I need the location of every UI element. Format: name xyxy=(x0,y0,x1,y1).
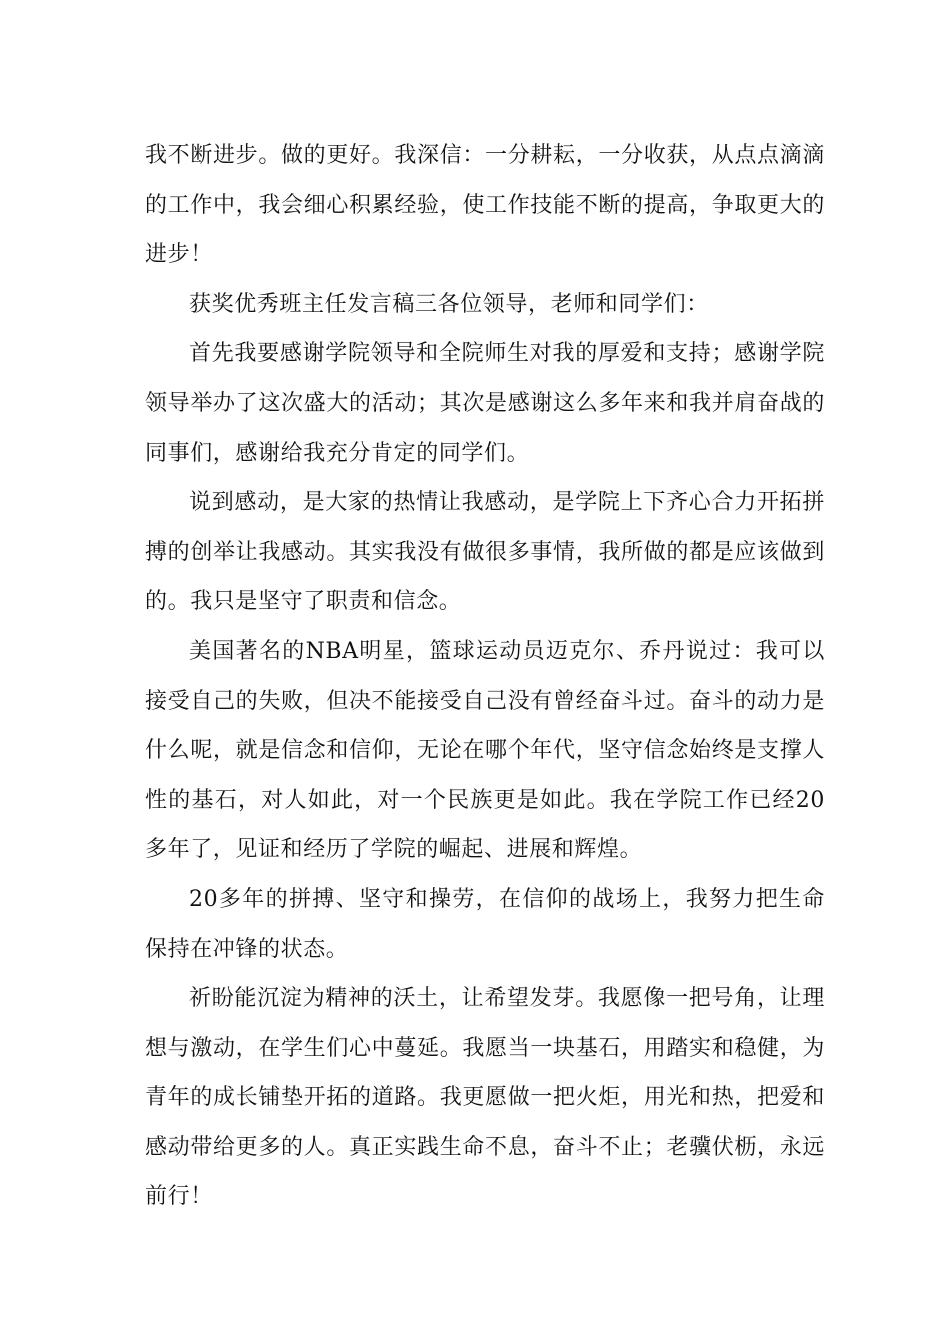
paragraph-1: 我不断进步。做的更好。我深信：一分耕耘，一分收获，从点点滴滴的工作中，我会细心积累经验，使工作技能不断的提高，争取更大的进步！ xyxy=(145,143,825,268)
paragraph-5: 美国著名的NBA明星，篮球运动员迈克尔、乔丹说过：我可以接受自己的失败，但决不能接受自己没有曾经奋斗过。奋斗的动力是什么呢，就是信念和信仰，无论在哪个年代，坚守信念始终是支撑人性的基石，对人如此，对一个民族更是如此。我在学院工作已经20多年了，见证和经历了学院的崛起、进展和辉煌。 xyxy=(145,638,825,863)
paragraph-7: 祈盼能沉淀为精神的沃土，让希望发芽。我愿像一把号角，让理想与激动，在学生们心中蔓延。我愿当一块基石，用踏实和稳健，为青年的成长铺垫开拓的道路。我更愿做一把火炬，用光和热，把爱和感动带给更多的人。真正实践生命不息，奋斗不止；老骥伏枥，永远前行！ xyxy=(145,986,825,1210)
paragraph-2: 获奖优秀班主任发言稿三各位领导，老师和同学们： xyxy=(189,291,709,317)
paragraph-3: 首先我要感谢学院领导和全院师生对我的厚爱和支持；感谢学院领导举办了这次盛大的活动；其次是感谢这么多年来和我并肩奋战的同事们，感谢给我充分肯定的同学们。 xyxy=(145,341,825,466)
paragraph-4: 说到感动，是大家的热情让我感动，是学院上下齐心合力开拓拼搏的创举让我感动。其实我没有做很多事情，我所做的都是应该做到的。我只是坚守了职责和信念。 xyxy=(145,490,825,615)
paragraph-6: 20多年的拼搏、坚守和操劳，在信仰的战场上，我努力把生命保持在冲锋的状态。 xyxy=(145,886,825,962)
document-body xyxy=(145,131,825,1222)
